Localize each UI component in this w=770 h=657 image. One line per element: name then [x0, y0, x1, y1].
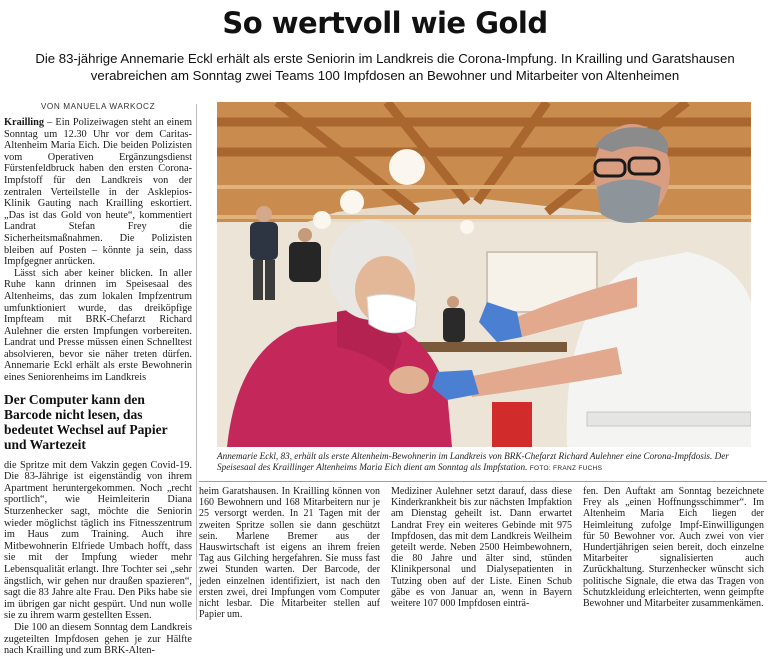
paragraph-4: Die 100 an diesem Sonntag dem Landkreis zugeteilten Impfdosen gehen je zur Hälfte nach Krailling und zum BRK-Alten- — [4, 621, 192, 657]
column-divider — [196, 104, 197, 620]
left-column — [4, 98, 192, 657]
article-photo — [217, 102, 751, 447]
column-3-text: Mediziner Aulehner setzt darauf, dass diese Kinderkrankheit bis zur nächsten Impfaktion am Dienstag geheilt ist. Dann erwartet Landrat Frey ein weiteres Gebinde mit 975 Impfdosen, das mit dem Landkreis Weilheim geteilt werde. Neben 2500 Heimbewohnern, die 80 Jahre und älter sind, stünden Klinikpersonal und Dialysepatienten in Tutzing oben auf der Liste. Einen Schub gäbe es von Januar an, wenn in Bayern weitere 107 000 Impfdosen einträ- — [391, 486, 572, 610]
column-3 — [391, 486, 572, 609]
column-4-text: fen. Den Auftakt am Sonntag bezeichnete Frey als „einen Hoffnungsschimmer“. Im Altenheim Maria Eich liegen der Heimleitung zufolge Impf-Einwilligungen für 50 Bewohner vor. Auch zwei von vier Hundertjährigen seien bereit, doch einzelne Mitarbeiter signalisierten auch Zurückhaltung. Sturzenhecker wünscht sich politische Signale, die etwa das Tragen von Schutzkleidung erleichterten, wenn geimpfte Bewohner und Mitarbeiter zusammenkämen. — [583, 486, 764, 610]
photo-credit: FOTO: FRANZ FUCHS — [529, 465, 603, 472]
lead-paragraph — [4, 117, 192, 268]
paragraph-2: Lässt sich aber keiner blicken. In aller Ruhe kann drinnen im Speisesaal des Altenheims, das zum lokalen Impfzentrum umfunktioniert wurde, das dreiköpfige Impfteam mit BRK-Chefarzt Richard Aulehner die ersten Impfungen vorbereiten. Landrat und Presse müssen einen Schnelltest absolvieren, bevor sie näher treten dürfen. Annemarie Eckl erhält als erste Bewohnerin eines Seniorenheims im Landkreis — [4, 267, 192, 384]
photo-caption — [217, 451, 751, 474]
lead-text: – Ein Polizeiwagen steht an einem Sonntag um 12.30 Uhr vor dem Caritas-Altenheim Maria Eich. Die beiden Polizisten vom Operativen Ergänzungsdienst Fürstenfeldbruck haben den ersten Corona-Impfstoff für den Landkreis von der zentralen Verteilstelle in der Asklepios-Klinik Gauting nach Krailling eskortiert. „Das ist das Gold von heute“, kommentiert Landrat Stefan Frey die Sicherheitsmaßnahmen. Die Polizisten bleiben auf Posten – könnte ja sein, dass Impfgegner anrücken. — [4, 117, 192, 268]
dateline: Krailling — [4, 117, 45, 128]
headline: So wertvoll wie Gold — [222, 6, 548, 40]
byline: VON MANUELA WARKOCZ — [40, 102, 156, 111]
column-4 — [583, 486, 764, 609]
subheadline: Die 83-jährige Annemarie Eckl erhält als erste Seniorin im Landkreis die Corona-Impfung. In Krailling und Garatshausen verabreichen am Sonntag zwei Teams 100 Impfdosen an Bewohner und Mitarbeiter von Altenheimen — [35, 51, 735, 83]
column-2-text: heim Garatshausen. In Krailling können von 160 Bewohnern und 168 Mitarbeitern nur je 25 versorgt werden. In 21 Tagen mit der zweiten Spritze sollen sie dann geschützt sein. Marlene Bremer aus der Hauswirtschaft ist eigens an ihrem freien Tag aus Gilching hergefahren. Sie muss fast zwei Stunden warten. Der Barcode, der jeden einzelnen identifiziert, ist nach den ersten zwei, drei Impfungen vom Computer nicht lesbar. Die Mitarbeiter stellen auf Papier um. — [199, 486, 380, 621]
vaccination-scene-illustration — [217, 102, 751, 447]
caption-text: Annemarie Eckl, 83, erhält als erste Altenheim-Bewohnerin im Landkreis von BRK-Chefarzt Richard Aulehner eine Corona-Impfdosis. Der Speisesaal des Kraillinger Altenheims Maria Eich dient am Sonntag als Impfstation. — [217, 451, 729, 472]
caption-divider — [199, 481, 767, 482]
interheadline: Der Computer kann den Barcode nicht lesen, das bedeutet Wechsel auf Papier und Wartezeit — [4, 391, 168, 452]
paragraph-3: die Spritze mit dem Vakzin gegen Covid-19. Die 83-Jährige ist eigenständig von ihrem Apartment heruntergekommen. Noch „recht sportlich“, wie Heimleiterin Diana Sturzenhecker sagt, möchte die Seniorin wieder möglichst täglich ins Fitnesszentrum im Haus zum Training. Auch ihre Mitbewohnerin Elfriede Umbach hofft, dass sie mit der Impfung wieder mehr Lebensqualität erlangt. Ihre Tochter sei „sehr ängstlich, wir gehen nur draußen spazieren“, sagt die 83 Jahre alte Frau. Den Piks habe sie im übrigen gar nicht gespürt. Und nun wolle sie zu ihrem warm gestellten Essen. — [4, 459, 192, 622]
column-2 — [199, 486, 380, 620]
